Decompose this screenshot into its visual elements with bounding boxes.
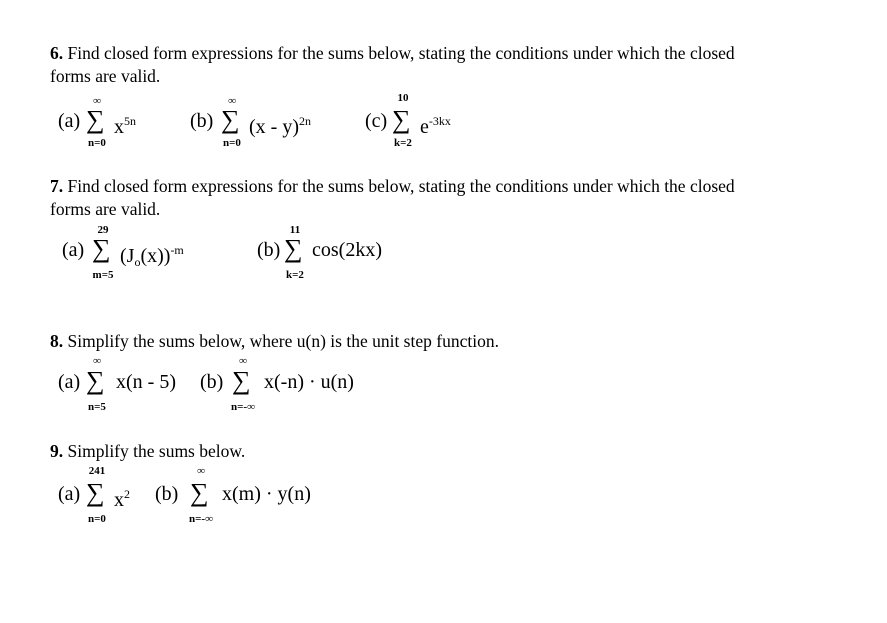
sum-lower-limit: n=0 [88,137,106,149]
sum-upper-limit: ∞ [239,355,247,367]
sigma-icon: ∑ [221,105,240,134]
sigma-icon: ∑ [86,478,105,507]
sum-lower-limit: n=5 [88,401,106,413]
sigma-icon: ∑ [86,105,105,134]
sum-term: $x^2$ [114,487,130,511]
sigma-icon: ∑ [284,234,303,263]
sum-upper-limit: ∞ [93,355,101,367]
problem-7-text-line2: forms are valid. [50,199,161,219]
sum-term: $(J_o(x))^{-m}$ [120,243,184,269]
sum-term: x(-n) · u(n) [264,371,354,393]
sigma-icon: ∑ [232,366,251,395]
sum-lower-limit: n=-∞ [231,401,255,413]
sum-lower-limit: n=0 [223,137,241,149]
sum-upper-limit: 241 [88,465,106,477]
sum-upper-limit: ∞ [197,465,205,477]
sum-lower-limit: n=0 [88,513,106,525]
part-label: (a) [58,371,81,393]
part-label: (b) [200,371,224,393]
problem-7-text-line1: 7. Find closed form expressions for the sums below, stating the conditions under which the closed [50,176,735,196]
part-label: (b) [257,239,281,261]
problem-8-text-line1: 8. Simplify the sums below, where u(n) is the unit step function. [50,331,499,351]
sum-upper-limit: ∞ [228,95,236,107]
sigma-icon: ∑ [86,366,105,395]
sum-upper-limit: ∞ [93,95,101,107]
sigma-icon: ∑ [392,105,411,134]
sum-term: $e^{-3kx}$ [420,114,451,138]
part-label: (a) [62,239,85,261]
problem-6-text-line1: 6. Find closed form expressions for the sums below, stating the conditions under which the closed [50,43,735,63]
sigma-icon: ∑ [190,478,209,507]
sigma-icon: ∑ [92,234,111,263]
part-label: (a) [58,110,81,132]
sum-upper-limit: 11 [289,224,301,236]
sum-term: x(n - 5) [116,371,176,393]
problem-6-text-line2: forms are valid. [50,66,161,86]
sum-term: cos(2kx) [312,239,382,261]
sum-term: x(m) · y(n) [222,483,311,505]
part-label: (c) [365,110,388,132]
sum-upper-limit: 10 [397,92,409,104]
sum-lower-limit: m=5 [92,269,114,281]
part-label: (b) [155,483,179,505]
sum-lower-limit: k=2 [286,269,304,281]
sum-lower-limit: n=-∞ [189,513,213,525]
problem-9-text-line1: 9. Simplify the sums below. [50,441,246,461]
sum-lower-limit: k=2 [394,137,412,149]
part-label: (a) [58,483,81,505]
sum-term: $x^{5n}$ [114,114,136,138]
part-label: (b) [190,110,214,132]
sum-term: (x - y)$^{2n}$ [249,114,311,138]
sum-upper-limit: 29 [97,224,109,236]
